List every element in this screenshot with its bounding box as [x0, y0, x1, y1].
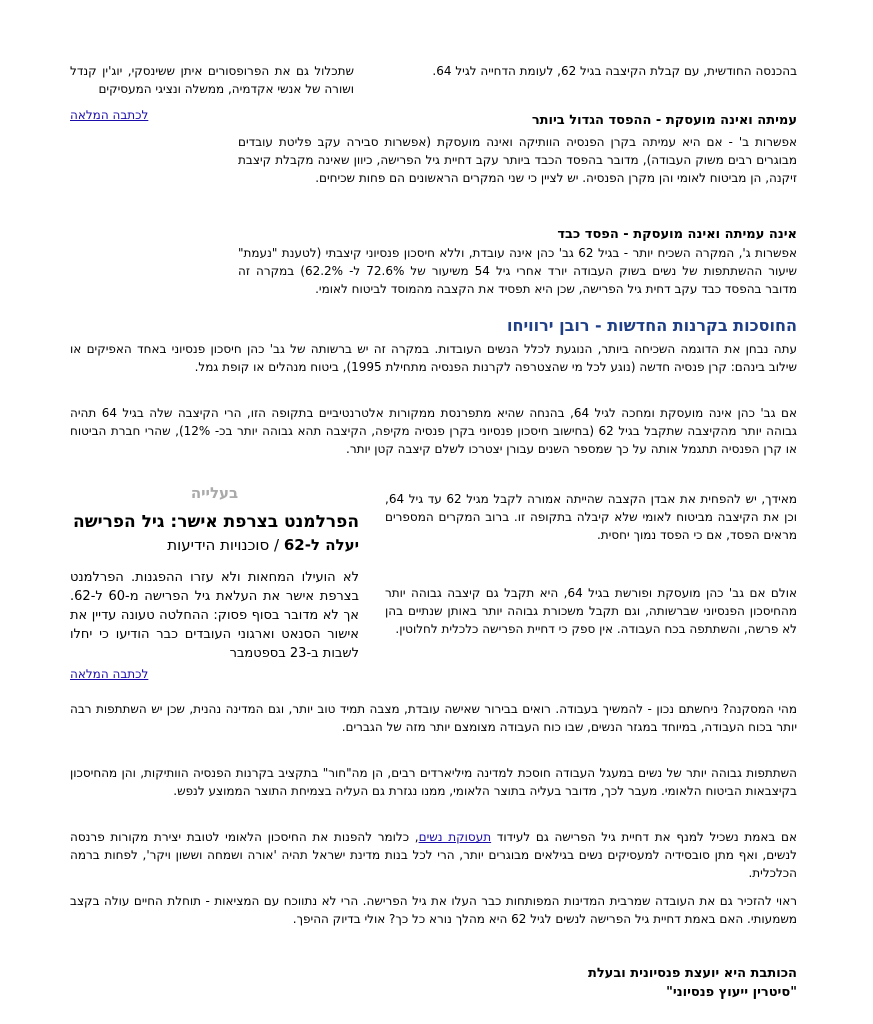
conclusion-text-3-end: , כלומר להפנות את החיסכון הלאומי לטובת יצירת מקורות פרנסה לנשים, ואף מתן סובסידיה למעסיקים נשים בגילאים מבוגרים יותר, הרי לכל בנות מדינת ישראל תהיה 'אורה ושמחה וששון ויקר', לפחות ברמה הכלכלית. — [70, 830, 797, 880]
option-b-heading: עמיתה ואינה מועסקת - ההפסד הגדול ביותר — [531, 113, 797, 128]
option-b-text: אפשרות ב' - אם היא עמיתה בקרן הפנסיה הוותיקה ואינה מועסקת (אפשרות סבירה עקב פליטת עובדים מבוגרים רבים משוק העבודה), מדובר בהפסד הכבד ביותר עקב דחיית גיל הפרישה, כיוון שאינה מקבלת קיצבת זיקנה, הן מביטוח לאומי והן מקרן הפנסיה. יש לציין כי שני המקרים הראשונים הם פחות שכיחים. — [238, 135, 797, 185]
author-line-1: הכותבת היא יועצת פנסיונית ובעלת — [587, 966, 797, 981]
option-c-block — [238, 226, 797, 298]
conclusion-text-3 — [70, 828, 797, 882]
related-article-title-bold: יעלה ל-62 — [283, 536, 359, 554]
conclusion-text-2: השתתפות גבוהה יותר של נשים במעגל העבודה חוסכת למדינה מיליארדים רבים, הן מה"חור" בתקציב בקרנות הפנסיה הוותיקות, והן מהחיסכון בקיצבאות הביטוח הלאומי. מעבר לכך, מדובר בעליה בתוצר הלאומי, ממנו נגזרת גם העליה בצמיחת התוצר הממוצע לנפש. — [70, 766, 797, 798]
option-c-heading: אינה עמיתה ואינה מועסקת - הפסד כבד — [557, 227, 797, 242]
read-more-link-top[interactable]: לכתבה המלאה — [70, 108, 149, 122]
conclusion-text-1: מהי המסקנה? ניחשתם נכון - להמשיך בעבודה. רואים בבירור שאישה עובדת, מצבה תמיד טוב יותר, וגם המדינה נהנית, שכן יש השתתפות רבה יותר בכוח העבודה, במיוחד במגזר הנשים, שבו כוח העבודה מצומצם יותר מזה של הגברים. — [70, 702, 797, 734]
right-column-text-2: אולם אם גב' כהן מועסקת ופורשת בגיל 64, היא תקבל גם קיצבה גבוהה יותר מהחיסכון הפנסיוני שברשותה, וגם תקבל משכורת גבוהה יותר באותן שנתיים בהן לא פרשה, והשתתפה בכח העבודה. אין ספק כי דחיית הפרישה כלכלית לחלוטין. — [385, 586, 797, 636]
section-header — [310, 316, 797, 335]
related-article-box — [70, 484, 359, 682]
section-paragraph-1: עתה נבחן את הדוגמה השכיחה ביותר, הנוגעת לכלל הנשים העובדות. במקרה זה יש ברשותה של גב' כהן חיסכון פנסיוני באחד האפיקים או שילוב בינהם: קרן פנסיה חדשה (נוגע לכל מי שהצטרפה לקרנות הפנסיה מתחילת 1995), ביטוח מנהלים או קופת גמל. — [70, 342, 797, 374]
section-title: החוסכות בקרנות החדשות - רובן ירוויחו — [506, 316, 797, 335]
top-right-paragraph — [380, 62, 797, 80]
conclusion-p1 — [70, 700, 797, 736]
option-c-text: אפשרות ג', המקרה השכיח יותר - בגיל 62 גב' כהן אינה עובדת, וללא חיסכון פנסיוני קיצבתי (לטענת "נעמת" שיעור ההשתתפות של נשים בשוק העבודה יורד אחרי גיל 54 משיעור של 72.6% ל- 62.2%) במקרה זה מדובר בהפסד כבד עקב דחית גיל הפרישה, שכן היא תפסיד את הקצבה מהמוסד לביטוח לאומי. — [238, 246, 797, 296]
option-b-block — [238, 112, 797, 187]
conclusion-text-4: ראוי להזכיר גם את העובדה שמרבית המדינות המפותחות כבר העלו את גיל הפרישה. הרי לא נתווכח עם המציאות - תוחלת החיים עולה בקצב משמעותי. האם באמת דחיית גיל הפרישה לנשים לגיל 62 היא מהלך נורא כל כך? אולי בדיוק ההיפך. — [70, 894, 797, 926]
author-line-2: "סיטרין ייעוץ פנסיוני" — [666, 985, 797, 1000]
right-column-text-1: מאידך, יש להפחית את אבדן הקצבה שהייתה אמורה לקבל מגיל 62 עד גיל 64, וכן את הקיצבה מביטוח לאומי שלא קיבלה בתקופה זו. ברוב המקרים המספרים מראים הפסד, אם כי הפסד נמוך יחסית. — [385, 492, 797, 542]
conclusion-p4 — [70, 892, 797, 928]
womens-employment-link[interactable]: תעסוקת נשים — [418, 830, 492, 844]
top-left-text: שתכלול גם את הפרופסורים איתן ששינסקי, יוג'ין קנדל ושורה של אנשי אקדמיה, ממשלה ונציגי המעסיקים — [70, 64, 354, 96]
conclusion-p2 — [70, 764, 797, 800]
related-article-subtitle — [70, 534, 359, 556]
sidebar-label: בעלייה — [190, 484, 239, 502]
conclusion-p3 — [70, 828, 797, 882]
section-paragraph-2: אם גב' כהן אינה מועסקת ומחכה לגיל 64, בהנחה שהיא מתפרנסת ממקורות אלטרנטיביים בתקופה הזו, הרי הקיצבה שלה בגיל 64 תהיה גבוהה יותר מהקיצבה שתקבל בגיל 62 (בחישוב חיסכון פנסיוני בקרן פנסיה מקיפה, הקיצבה תהא גבוהה יותר בכ- 12%), שהרי חברת הביטוח או קרן הפנסיה תתגמל אותה על כך שמספר השנים עבורן יצטרכו לשלם קיצבה קטן יותר. — [70, 406, 798, 456]
section-p2-block — [70, 404, 797, 458]
author-credit — [397, 964, 797, 1002]
right-column-p2 — [385, 584, 797, 638]
read-more-link-sidebar[interactable]: לכתבה המלאה — [70, 667, 149, 681]
conclusion-text-3-start: אם באמת נשכיל למנף את דחיית גיל הפרישה גם לעידוד — [491, 830, 797, 844]
top-right-text: בהכנסה החודשית, עם קבלת הקיצבה בגיל 62, לעומת הדחייה לגיל 64. — [432, 64, 797, 78]
related-article-title: הפרלמנט בצרפת אישר: גיל הפרישה — [73, 512, 359, 532]
right-column-p1 — [385, 490, 797, 544]
related-article-text: לא הועילו המחאות ולא עזרו ההפגנות. הפרלמנט בצרפת אישר את העלאת גיל הפרישה מ-60 ל-62. אך לא מדובר בסוף פסוק: ההחלטה טעונה עדיין את אישור הסנאט וארגוני העובדים כבר הודיעו כי יחלו לשבות ב-23 בספטמבר — [70, 570, 359, 661]
section-p1-block — [70, 340, 797, 376]
related-article-source: / סוכנויות הידיעות — [167, 536, 284, 554]
